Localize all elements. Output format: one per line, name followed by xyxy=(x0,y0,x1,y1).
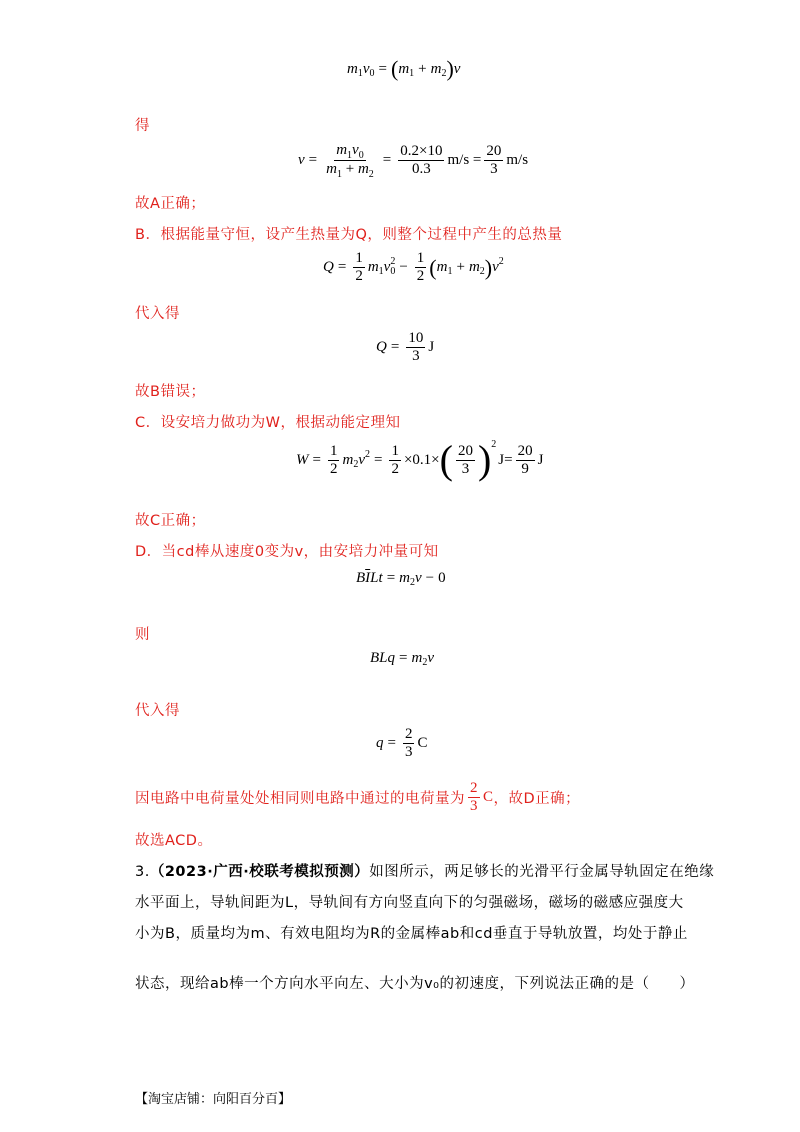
problem-text: 如图所示，两足够长的光滑平行金属导轨固定在绝缘 xyxy=(369,864,715,880)
line-choose: 故选ACD。 xyxy=(135,833,213,849)
line-c: C．设安培力做功为W，根据动能定理知 xyxy=(135,415,401,431)
frac-numerator: 2 xyxy=(404,726,413,742)
frac-denominator: 3 xyxy=(412,348,420,364)
label-de: 得 xyxy=(135,118,150,134)
line-charge-post: ，故D正确； xyxy=(493,791,581,807)
label-dairu: 代入得 xyxy=(135,306,180,322)
frac-numerator: 10 xyxy=(408,330,424,346)
label-ze: 则 xyxy=(135,627,150,643)
problem-number: 3. xyxy=(135,864,150,880)
frac-denominator: 3 xyxy=(470,798,478,814)
frac-denominator: 3 xyxy=(490,161,498,177)
equation-impulse: B $\overline{I}$ Lt = m 2 v − 0 xyxy=(356,570,446,588)
unit: C xyxy=(417,735,428,751)
footer-shop: 【淘宝店铺：向阳百分百】 xyxy=(135,1092,292,1107)
equation-momentum: m 1 v 0 = ( m 1 + m 2 ) v xyxy=(347,56,461,81)
problem-line-1 xyxy=(135,860,714,881)
problem-line-2: 水平面上，导轨间距为L，导轨间有方向竖直向下的匀强磁场，磁场的磁感应强度大 xyxy=(135,895,684,911)
problem-line-3: 小为B，质量均为m、有效电阻均为R的金属棒ab和cd垂直于导轨放置，均处于静止 xyxy=(135,926,688,942)
unit: m/s xyxy=(506,152,529,168)
line-c-correct: 故C正确； xyxy=(135,513,206,529)
frac-numerator: 20 xyxy=(486,143,502,159)
unit: m/s = xyxy=(447,152,482,168)
line-charge xyxy=(135,780,580,815)
label-dairu: 代入得 xyxy=(135,703,180,719)
line-b: B．根据能量守恒，设产生热量为Q，则整个过程中产生的总热量 xyxy=(135,227,563,243)
problem-line-4: 状态，现给ab棒一个方向水平向左、大小为v₀的初速度，下列说法正确的是（ ） xyxy=(135,976,695,992)
equation-q: Q = $\frac{1}{2}$ m 1 v 0 2 − $\frac{1}{2}$ ( m 1 + m 2 ) v 2 xyxy=(323,250,504,284)
unit: J xyxy=(428,339,435,355)
line-d: D．当cd棒从速度0变为v，由安培力冲量可知 xyxy=(135,544,439,560)
line-b-wrong: 故B错误； xyxy=(135,384,206,400)
frac-denominator: 3 xyxy=(404,744,413,760)
line-a-correct: 故A正确； xyxy=(135,196,206,212)
line-charge-pre: 因电路中电荷量处处相同则电路中通过的电荷量为 xyxy=(135,791,465,807)
equation-w: W = $\frac{1}{2}$ m 2 v 2 = $\frac{1}{2}$ ×0.1× ( $\frac{20}{3}$ ) 2 J= $\frac{20}{9}$ J xyxy=(296,437,544,482)
equation-v: v = $\frac{m_1v_0}{m_1 + m_2}$ = $\frac{0.2\times 10}{0.3}$ m/s = $\frac{20}{3}$ m/s xyxy=(298,142,529,180)
equation-blq: BLq = m 2 v xyxy=(370,650,434,668)
frac-denominator: 0.3 xyxy=(412,161,431,177)
problem-source: （2023·广西·校联考模拟预测） xyxy=(149,864,370,880)
unit: C xyxy=(483,789,494,805)
frac-numerator: 2 xyxy=(470,780,478,796)
equation-q-value: Q = $\frac{10}{3}$ J xyxy=(376,330,435,364)
equation-q-charge: q = $\frac{2}{3}$ C xyxy=(376,726,428,760)
frac-numerator: 0.2×10 xyxy=(400,143,443,159)
